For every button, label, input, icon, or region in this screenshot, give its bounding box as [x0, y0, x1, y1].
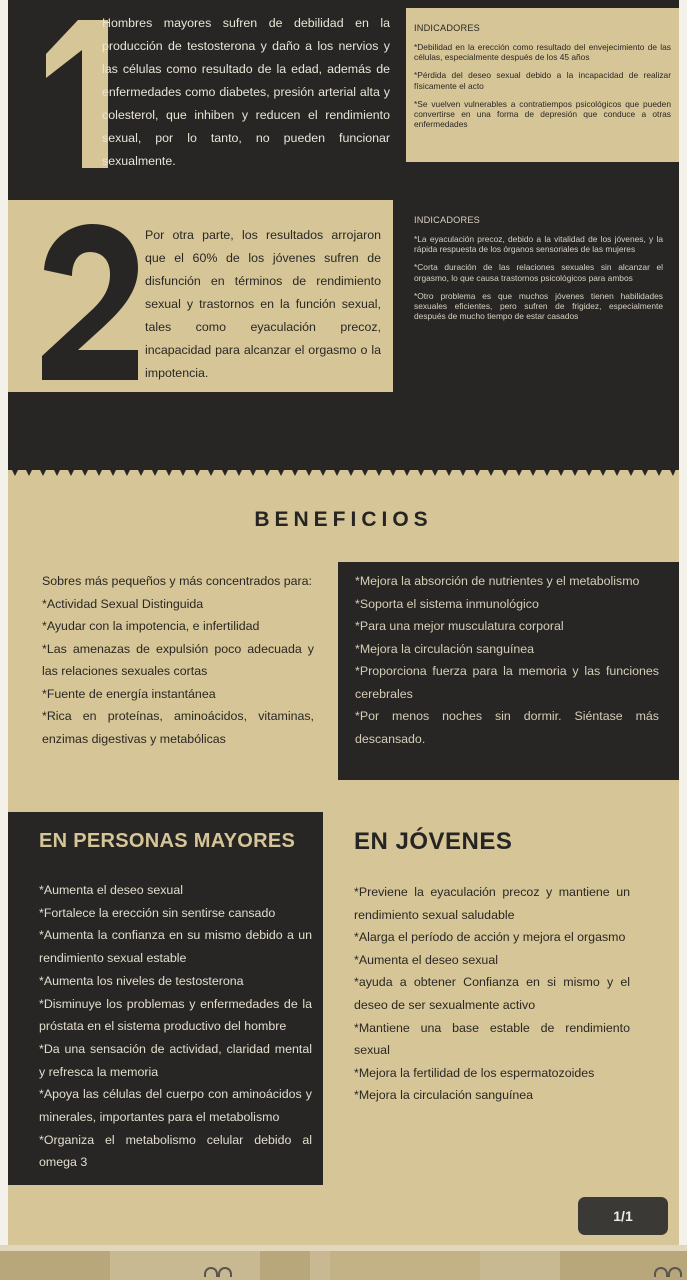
- list-item: *Mejora la circulación sanguínea: [354, 1088, 534, 1103]
- list-item: Sobres más pequeños y más concentrados para:: [42, 574, 312, 588]
- indicator-item: *Debilidad en la erección como resultado del envejecimiento de las células, especialmente después de los 45 años: [414, 42, 671, 63]
- indicators-title: INDICADORES: [414, 23, 481, 33]
- indicator-item: *Otro problema es que muchos jóvenes tienen habilidades sexuales eficientes, pero sufren de frigidez, especialmente después de mucho tiempo de estar casados: [414, 290, 663, 322]
- decor-stone: [0, 1251, 110, 1280]
- indicators-title: INDICADORES: [414, 215, 481, 225]
- list-item: *Mejora la circulación sanguínea: [355, 641, 535, 656]
- list-item: *Mejora la absorción de nutrientes y el metabolismo: [355, 574, 640, 588]
- list-item: *Previene la eyaculación precoz y mantiene un rendimiento sexual saludable: [354, 885, 630, 922]
- list-item: *ayuda a obtener Confianza en si mismo y el deseo de ser sexualmente activo: [354, 975, 630, 1012]
- beneficios-left-list: [42, 570, 314, 750]
- zigzag-divider: [8, 462, 679, 478]
- list-item: *Da una sensación de actividad, claridad mental y refresca la memoria: [39, 1041, 312, 1079]
- list-item: *Por menos noches sin dormir. Siéntase más descansado.: [355, 709, 659, 746]
- jovenes-title: EN JÓVENES: [354, 828, 513, 855]
- list-item: *Alarga el período de acción y mejora el orgasmo: [354, 930, 626, 945]
- page-indicator[interactable]: 1/1: [578, 1197, 668, 1235]
- list-item: *Aumenta el deseo sexual: [39, 883, 183, 897]
- list-item: *Aumenta la confianza en su mismo debido a un rendimiento sexual estable: [39, 928, 312, 966]
- beneficios-right-box: [338, 562, 679, 780]
- list-item: *Rica en proteínas, aminoácidos, vitaminas, enzimas digestivas y metabólicas: [42, 709, 314, 746]
- list-item: *Organiza el metabolismo celular debido al omega 3: [39, 1132, 312, 1170]
- section-2-text: Por otra parte, los resultados arrojaron que el 60% de los jóvenes sufren de disfunción en términos de rendimiento sexual y trastornos en la función sexual, tales como eyaculación precoz, incapacidad para alcanzar el orgasmo o la impotencia.: [145, 228, 381, 380]
- jovenes-list: [354, 881, 630, 1107]
- number-two-shape: [36, 222, 142, 384]
- list-item: *Proporciona fuerza para la memoria y las funciones cerebrales: [355, 664, 659, 701]
- list-item: *Mantiene una base estable de rendimiento sexual: [354, 1020, 630, 1058]
- indicators-box-1: [406, 8, 679, 162]
- decor-arch-icon: [218, 1267, 232, 1277]
- section-2-box: [8, 200, 393, 392]
- indicator-item: *Se vuelven vulnerables a contratiempos psicológicos que pueden convertirse en una forma de depresión que conduce a otras enfermedades: [414, 98, 671, 130]
- mayores-list: [39, 879, 312, 1174]
- section-2: [8, 200, 679, 470]
- list-item: *Las amenazas de expulsión poco adecuada y las relaciones sexuales cortas: [42, 641, 314, 678]
- section-1-text: Hombres mayores sufren de debilidad en la producción de testosterona y daño a los nervios y las células como resultado de la edad, además de enfermedades como diabetes, presión arterial alta y colesterol, que inhiben y reducen el rendimiento sexual, por lo tanto, no pueden funcionar sexualmente.: [102, 16, 390, 168]
- section-1: [8, 0, 679, 200]
- list-item: *Fuente de energía instantánea: [42, 686, 216, 701]
- list-item: *Para una mejor musculatura corporal: [355, 619, 564, 633]
- indicator-item: *Corta duración de las relaciones sexuales sin alcanzar el orgasmo, lo que causa trastornos psicológicos para ambos: [414, 262, 663, 283]
- decor-stone: [330, 1251, 480, 1280]
- bottom-decoration: [0, 1245, 687, 1280]
- list-item: *Mejora la fertilidad de los espermatozoides: [354, 1065, 595, 1080]
- indicator-item: *Pérdida del deseo sexual debido a la incapacidad de realizar físicamente el acto: [414, 70, 671, 91]
- list-item: *Disminuye los problemas y enfermedades de la próstata en el sistema productivo del hombre: [39, 996, 312, 1034]
- list-item: *Apoya las células del cuerpo con aminoácidos y minerales, importantes para el metabolismo: [39, 1087, 312, 1125]
- decor-arch-icon: [654, 1267, 668, 1277]
- beneficios-title: BENEFICIOS: [254, 508, 433, 531]
- decor-arch-icon: [204, 1267, 218, 1277]
- mayores-panel: [8, 812, 323, 1185]
- list-item: *Soporta el sistema inmunológico: [355, 596, 539, 611]
- number-two-graphic: [36, 222, 142, 384]
- list-item: *Fortalece la erección sin sentirse cansado: [39, 905, 276, 920]
- list-item: *Aumenta el deseo sexual: [354, 952, 498, 967]
- indicators-box-2: [406, 200, 671, 329]
- mayores-title: EN PERSONAS MAYORES: [39, 830, 296, 852]
- list-item: *Ayudar con la impotencia, e infertilidad: [42, 619, 260, 633]
- indicator-item: *La eyaculación precoz, debido a la vitalidad de los jóvenes, y la rápida respuesta de los órganos sensoriales de las mujeres: [414, 234, 663, 255]
- list-item: *Aumenta los niveles de testosterona: [39, 973, 244, 988]
- document-page: [8, 0, 679, 1245]
- decor-arch-icon: [668, 1267, 682, 1277]
- list-item: *Actividad Sexual Distinguida: [42, 596, 204, 611]
- decor-stone: [260, 1251, 310, 1280]
